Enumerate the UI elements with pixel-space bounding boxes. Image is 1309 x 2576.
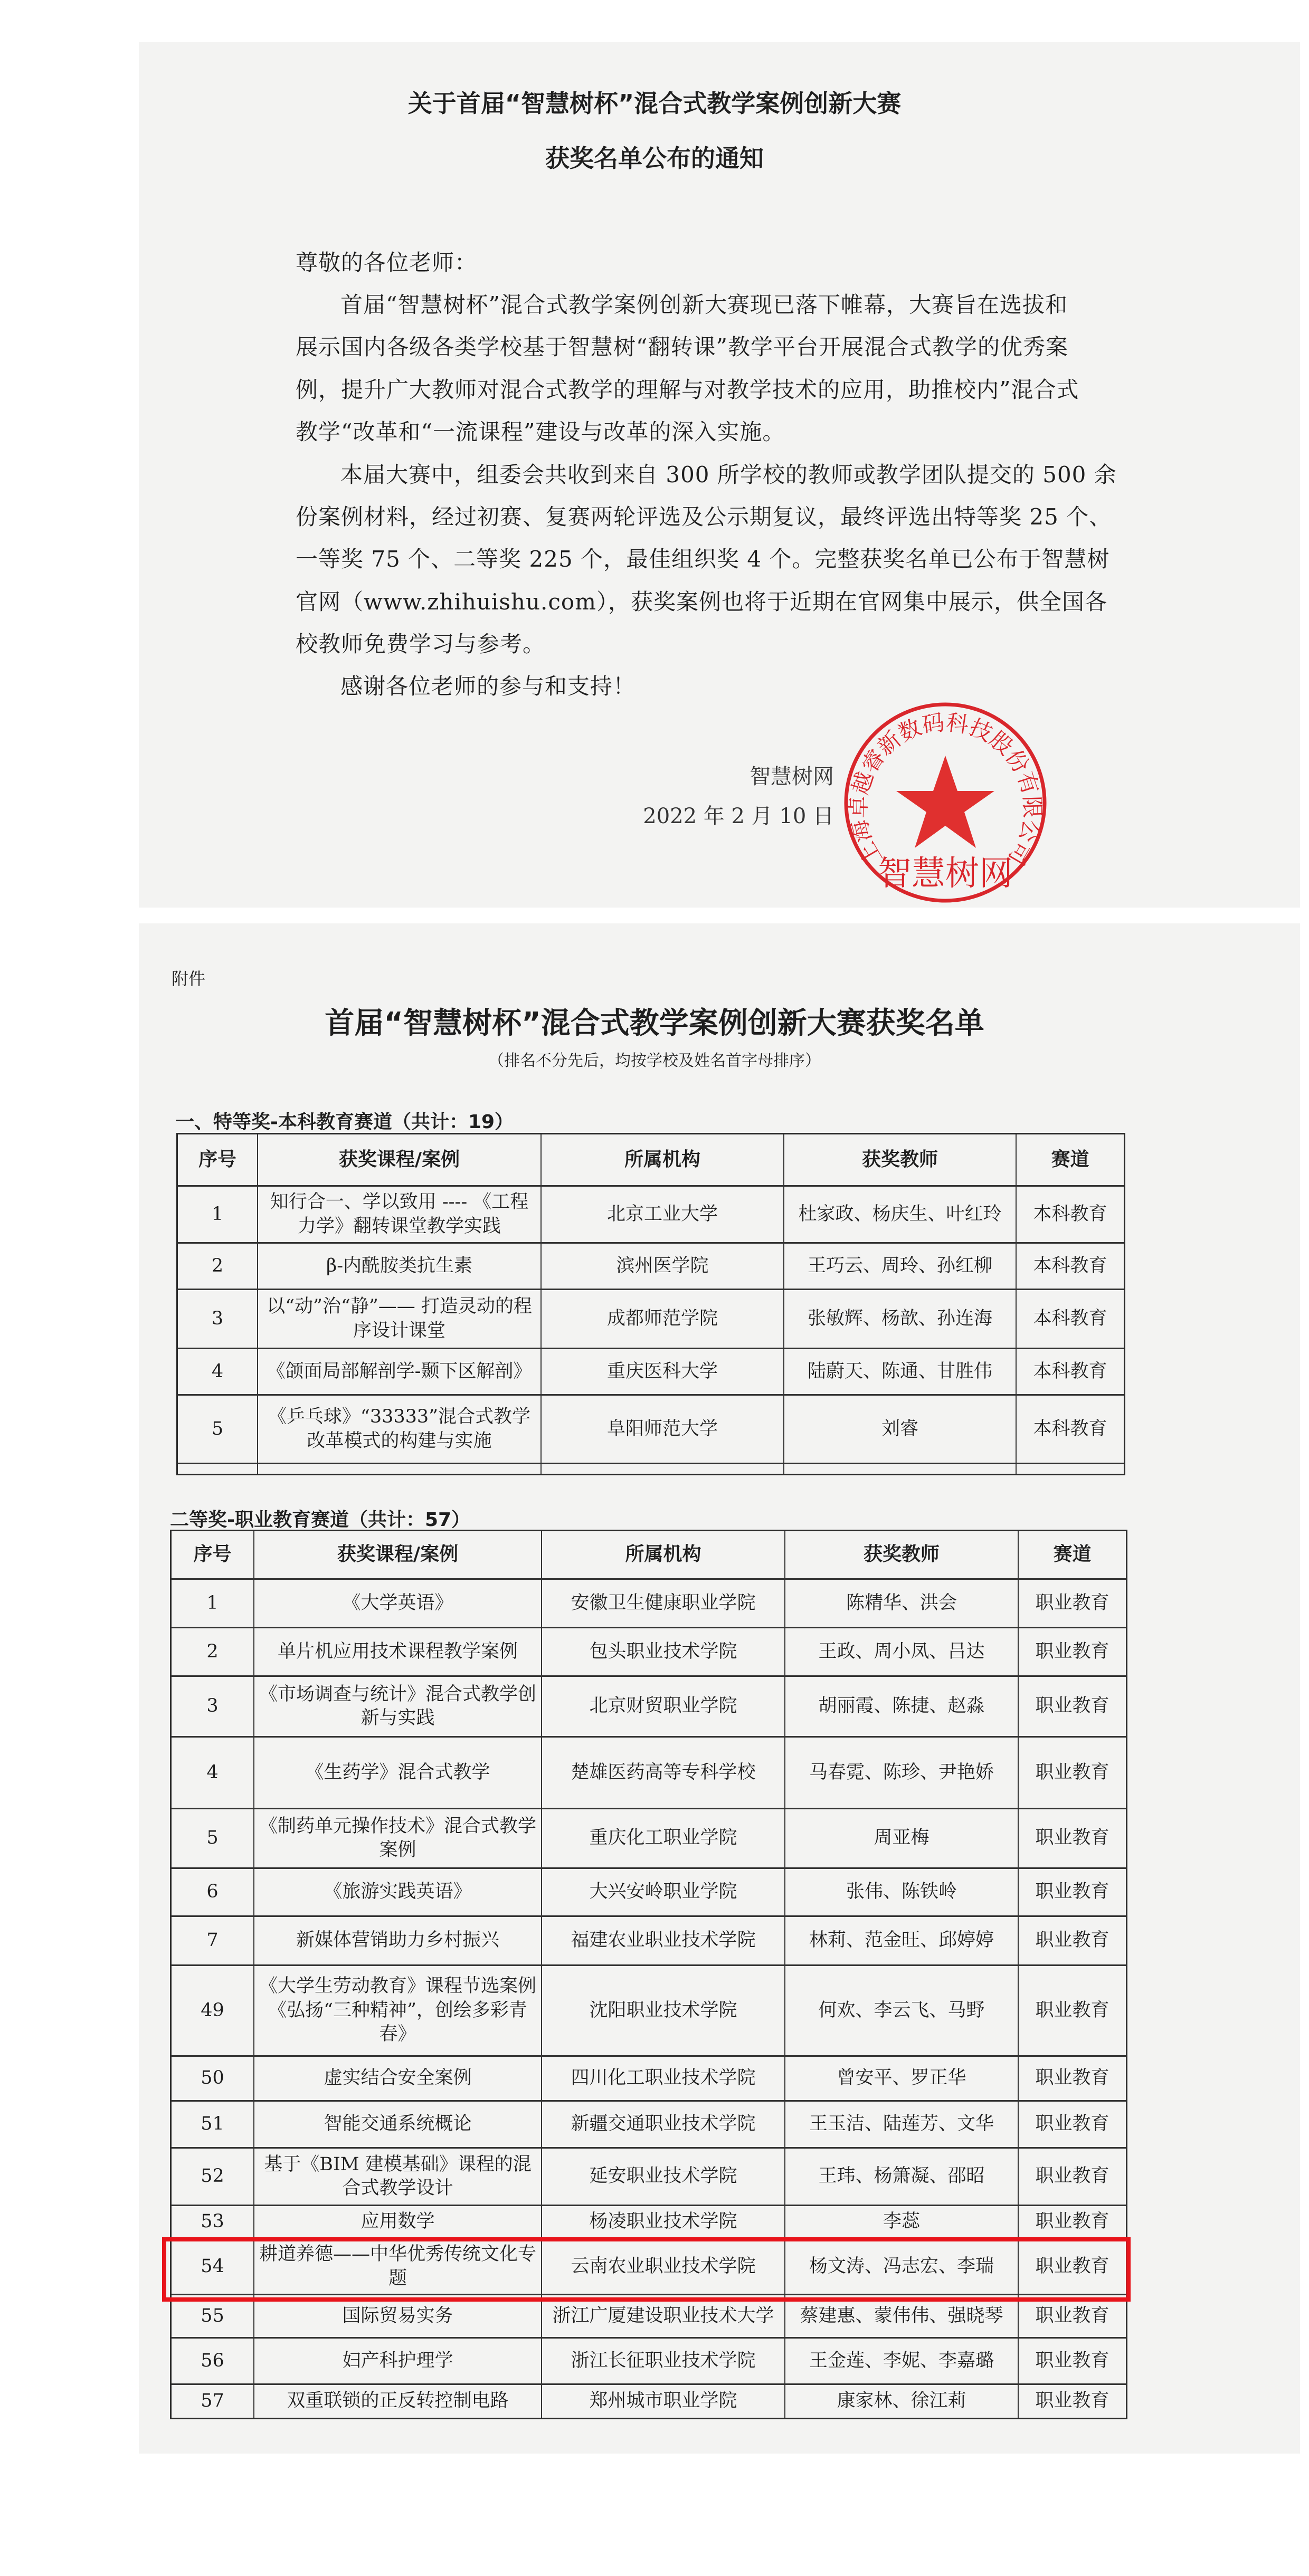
- cell-institution: [542, 1464, 784, 1474]
- cell-course-name: 《大学生劳动教育》课程节选案例《弘扬“三种精神”，创绘多彩青春》: [254, 1966, 542, 2055]
- second-prize-table: [170, 1530, 1127, 2419]
- table-row: [172, 2057, 1126, 2102]
- table-row: [172, 2239, 1126, 2295]
- seal-center-text: 智慧树网: [878, 854, 1013, 893]
- cell-institution: 云南农业职业技术学院: [542, 2239, 785, 2294]
- column-header-serial-number: 序号: [172, 1531, 254, 1578]
- notice-body-line: 教学“改革和“一流课程”建设与改革的深入实施。: [296, 419, 785, 445]
- company-seal: [842, 700, 1048, 905]
- cell-institution: 新疆交通职业技术学院: [542, 2102, 785, 2147]
- cell-institution: 沈阳职业技术学院: [542, 1966, 785, 2055]
- cell-course-name: 《颌面局部解剖学-颞下区解剖》: [258, 1349, 542, 1394]
- table-row: [172, 2295, 1126, 2339]
- cell-institution: 滨州医学院: [542, 1244, 784, 1289]
- table-row: [178, 1244, 1124, 1290]
- cell-teachers: 王玉洁、陆莲芳、文华: [785, 2102, 1019, 2147]
- cell-institution: 重庆医科大学: [542, 1349, 784, 1394]
- cell-institution: 浙江长征职业技术学院: [542, 2339, 785, 2383]
- column-header-track: 赛道: [1053, 1543, 1092, 1566]
- notice-salutation: 尊敬的各位老师：: [296, 250, 478, 275]
- notice-title-line1: 关于首届“智慧树杯”混合式教学案例创新大赛: [407, 89, 902, 118]
- cell-track: 职业教育: [1035, 2305, 1109, 2326]
- cell-teachers: 杨文涛、冯志宏、李瑞: [785, 2239, 1019, 2294]
- special-prize-table: [176, 1133, 1125, 1475]
- cell-track: 职业教育: [1035, 1640, 1109, 1662]
- cell-institution: 福建农业职业技术学院: [542, 1917, 785, 1964]
- notice-thanks: 感谢各位老师的参与和支持！: [340, 673, 636, 699]
- table-row: [172, 2339, 1126, 2385]
- cell-teachers: 张伟、陈铁岭: [785, 1869, 1019, 1915]
- notice-title-line2: 获奖名单公布的通知: [545, 144, 764, 173]
- cell-serial-number: 52: [172, 2149, 254, 2205]
- notice-body-line: 本届大赛中，组委会共收到来自 300 所学校的教师或教学团队提交的 500 余: [340, 462, 1117, 488]
- cell-track: 职业教育: [1035, 2350, 1109, 2371]
- cell-serial-number: [178, 1464, 258, 1474]
- table-header-row: [178, 1134, 1124, 1187]
- column-header-institution: 所属机构: [542, 1531, 785, 1578]
- section-heading-special-prize: 一、特等奖-本科教育赛道（共计：19）: [175, 1111, 514, 1133]
- section-heading-second-prize: 二等奖-职业教育赛道（共计：57）: [170, 1509, 471, 1531]
- cell-track: 职业教育: [1035, 1827, 1109, 1849]
- cell-institution: 北京工业大学: [542, 1187, 784, 1242]
- cell-institution: 杨凌职业技术学院: [542, 2206, 785, 2238]
- cell-institution: 北京财贸职业学院: [542, 1677, 785, 1736]
- cell-track: 职业教育: [1035, 1592, 1109, 1614]
- cell-serial-number: 50: [172, 2057, 254, 2100]
- cell-track: 职业教育: [1035, 2390, 1109, 2412]
- cell-teachers: 林莉、范金旺、邱婷婷: [785, 1917, 1019, 1964]
- cell-track: 职业教育: [1035, 2113, 1109, 2135]
- cell-teachers: 周亚梅: [785, 1809, 1019, 1867]
- cell-teachers: 王政、周小凤、吕达: [785, 1628, 1019, 1675]
- cell-course-name: 国际贸易实务: [254, 2295, 542, 2337]
- table-row: [172, 2385, 1126, 2418]
- notice-signature: 智慧树网: [750, 765, 834, 789]
- cell-serial-number: 49: [172, 1966, 254, 2055]
- notice-body-line: 一等奖 75 个、二等奖 225 个，最佳组织奖 4 个。完整获奖名单已公布于智慧树: [296, 546, 1110, 572]
- table-row: [172, 2149, 1126, 2206]
- cell-teachers: 王玮、杨箫凝、邵昭: [785, 2149, 1019, 2205]
- cell-serial-number: 5: [178, 1396, 258, 1463]
- cell-institution: 大兴安岭职业学院: [542, 1869, 785, 1915]
- cell-serial-number: 57: [172, 2385, 254, 2418]
- cell-course-name: 智能交通系统概论: [254, 2102, 542, 2147]
- notice-body-line: 官网（www.zhihuishu.com），获奖案例也将于近期在官网集中展示，供全国各: [296, 589, 1108, 615]
- column-header-teachers: 获奖教师: [785, 1531, 1019, 1578]
- cell-track: 职业教育: [1035, 1930, 1109, 1951]
- cell-course-name: 知行合一、学以致用 ---- 《工程力学》翻转课堂教学实践: [258, 1187, 542, 1242]
- cell-institution: 重庆化工职业学院: [542, 1809, 785, 1867]
- cell-track: 本科教育: [1033, 1418, 1107, 1439]
- table-row: [178, 1349, 1124, 1396]
- cell-course-name: β-内酰胺类抗生素: [258, 1244, 542, 1289]
- cell-serial-number: 55: [172, 2295, 254, 2337]
- cell-serial-number: 1: [172, 1580, 254, 1627]
- cell-teachers: 马春霓、陈珍、尹艳娇: [785, 1738, 1019, 1808]
- table-row: [172, 1677, 1126, 1738]
- seal-ring-text: 上海卓越睿新数码科技股份有限公司: [845, 709, 1046, 870]
- column-header-teachers: 获奖教师: [784, 1134, 1017, 1185]
- table-row: [172, 1628, 1126, 1677]
- cell-track: 本科教育: [1033, 1308, 1107, 1329]
- notice-date: 2022 年 2 月 10 日: [643, 804, 834, 828]
- cell-track: 职业教育: [1035, 2211, 1109, 2232]
- cell-teachers: 蔡建惠、蒙伟伟、强晓琴: [785, 2295, 1019, 2337]
- cell-teachers: 杜家政、杨庆生、叶红玲: [784, 1187, 1017, 1242]
- cell-teachers: 李蕊: [785, 2206, 1019, 2238]
- notice-body-line: 校教师免费学习与参考。: [296, 631, 546, 657]
- attachment-label: 附件: [172, 969, 206, 989]
- table-header-row: [172, 1531, 1126, 1580]
- cell-institution: 包头职业技术学院: [542, 1628, 785, 1675]
- cell-teachers: 胡丽霞、陈捷、赵淼: [785, 1677, 1019, 1736]
- cell-serial-number: 7: [172, 1917, 254, 1964]
- table-row-truncated: [178, 1464, 1124, 1474]
- notice-body-line: 例，提升广大教师对混合式教学的理解与对教学技术的应用，助推校内”混合式: [296, 377, 1079, 403]
- column-header-course-name: 获奖课程/案例: [254, 1531, 542, 1578]
- cell-serial-number: 2: [172, 1628, 254, 1675]
- cell-course-name: 单片机应用技术课程教学案例: [254, 1628, 542, 1675]
- table-row: [172, 2102, 1126, 2149]
- cell-track: 职业教育: [1035, 1999, 1109, 2021]
- cell-course-name: 《大学英语》: [254, 1580, 542, 1627]
- cell-serial-number: 2: [178, 1244, 258, 1289]
- table-row: [172, 1738, 1126, 1809]
- cell-course-name: 妇产科护理学: [254, 2339, 542, 2383]
- cell-course-name: 应用数学: [254, 2206, 542, 2238]
- cell-institution: 郑州城市职业学院: [542, 2385, 785, 2418]
- cell-teachers: 王金莲、李妮、李嘉璐: [785, 2339, 1019, 2383]
- notice-body-line: 首届“智慧树杯”混合式教学案例创新大赛现已落下帷幕，大赛旨在选拔和: [340, 292, 1068, 318]
- cell-track: 本科教育: [1033, 1360, 1107, 1382]
- cell-serial-number: 51: [172, 2102, 254, 2147]
- cell-course-name: 虚实结合安全案例: [254, 2057, 542, 2100]
- notice-body-line: 份案例材料，经过初赛、复赛两轮评选及公示期复议，最终评选出特等奖 25 个、: [296, 504, 1112, 530]
- cell-institution: 成都师范学院: [542, 1290, 784, 1348]
- cell-serial-number: 4: [172, 1738, 254, 1808]
- cell-serial-number: 56: [172, 2339, 254, 2383]
- column-header-serial-number: 序号: [178, 1134, 258, 1185]
- cell-teachers: [784, 1464, 1017, 1474]
- table-row: [172, 1917, 1126, 1966]
- cell-track: 职业教育: [1035, 2165, 1109, 2187]
- cell-institution: 安徽卫生健康职业学院: [542, 1580, 785, 1627]
- column-header-institution: 所属机构: [542, 1134, 784, 1185]
- cell-track: [1017, 1464, 1124, 1474]
- table-row: [172, 1869, 1126, 1917]
- cell-teachers: 刘睿: [784, 1396, 1017, 1463]
- cell-serial-number: 5: [172, 1809, 254, 1867]
- cell-course-name: [258, 1464, 542, 1474]
- cell-track: 本科教育: [1033, 1203, 1107, 1225]
- column-header-course-name: 获奖课程/案例: [258, 1134, 542, 1185]
- cell-course-name: 双重联锁的正反转控制电路: [254, 2385, 542, 2418]
- cell-course-name: 《生药学》混合式教学: [254, 1738, 542, 1808]
- star-icon: [896, 756, 994, 848]
- cell-teachers: 陈精华、洪会: [785, 1580, 1019, 1627]
- column-header-track: 赛道: [1051, 1148, 1089, 1170]
- cell-serial-number: 53: [172, 2206, 254, 2238]
- table-row: [178, 1396, 1124, 1464]
- cell-course-name: 基于《BIM 建模基础》课程的混合式教学设计: [254, 2149, 542, 2205]
- cell-institution: 四川化工职业技术学院: [542, 2057, 785, 2100]
- cell-serial-number: 3: [172, 1677, 254, 1736]
- cell-track: 职业教育: [1035, 2255, 1109, 2277]
- cell-teachers: 何欢、李云飞、马野: [785, 1966, 1019, 2055]
- cell-track: 职业教育: [1035, 1695, 1109, 1717]
- cell-course-name: 《乒乓球》“33333”混合式教学改革模式的构建与实施: [258, 1396, 542, 1463]
- table-row: [172, 1809, 1126, 1869]
- cell-institution: 阜阳师范大学: [542, 1396, 784, 1463]
- table-row: [172, 1580, 1126, 1628]
- cell-teachers: 王巧云、周玲、孙红柳: [784, 1244, 1017, 1289]
- cell-teachers: 康家林、徐江莉: [785, 2385, 1019, 2418]
- cell-teachers: 陆蔚天、陈通、甘胜伟: [784, 1349, 1017, 1394]
- cell-course-name: 以“动”治“静”—— 打造灵动的程序设计课堂: [258, 1290, 542, 1348]
- cell-track: 职业教育: [1035, 1881, 1109, 1903]
- attachment-subtitle: （排名不分先后，均按学校及姓名首字母排序）: [488, 1052, 821, 1070]
- cell-institution: 浙江广厦建设职业技术大学: [542, 2295, 785, 2337]
- cell-serial-number: 4: [178, 1349, 258, 1394]
- attachment-title: 首届“智慧树杯”混合式教学案例创新大赛获奖名单: [325, 1006, 984, 1041]
- notice-body-line: 展示国内各级各类学校基于智慧树“翻转课”教学平台开展混合式教学的优秀案: [296, 334, 1068, 360]
- cell-serial-number: 1: [178, 1187, 258, 1242]
- cell-course-name: 耕道养德——中华优秀传统文化专题: [254, 2239, 542, 2294]
- table-row: [172, 2206, 1126, 2239]
- cell-course-name: 《制药单元操作技术》混合式教学案例: [254, 1809, 542, 1867]
- cell-serial-number: 3: [178, 1290, 258, 1348]
- cell-serial-number: 54: [172, 2239, 254, 2294]
- cell-course-name: 新媒体营销助力乡村振兴: [254, 1917, 542, 1964]
- table-row: [172, 1966, 1126, 2057]
- table-row: [178, 1187, 1124, 1244]
- cell-teachers: 曾安平、罗正华: [785, 2057, 1019, 2100]
- table-row: [178, 1290, 1124, 1349]
- cell-course-name: 《市场调查与统计》混合式教学创新与实践: [254, 1677, 542, 1736]
- cell-track: 本科教育: [1033, 1255, 1107, 1276]
- cell-institution: 楚雄医药高等专科学校: [542, 1738, 785, 1808]
- cell-track: 职业教育: [1035, 2067, 1109, 2089]
- cell-track: 职业教育: [1035, 1761, 1109, 1783]
- cell-institution: 延安职业技术学院: [542, 2149, 785, 2205]
- cell-serial-number: 6: [172, 1869, 254, 1915]
- cell-teachers: 张敏辉、杨歆、孙连海: [784, 1290, 1017, 1348]
- cell-course-name: 《旅游实践英语》: [254, 1869, 542, 1915]
